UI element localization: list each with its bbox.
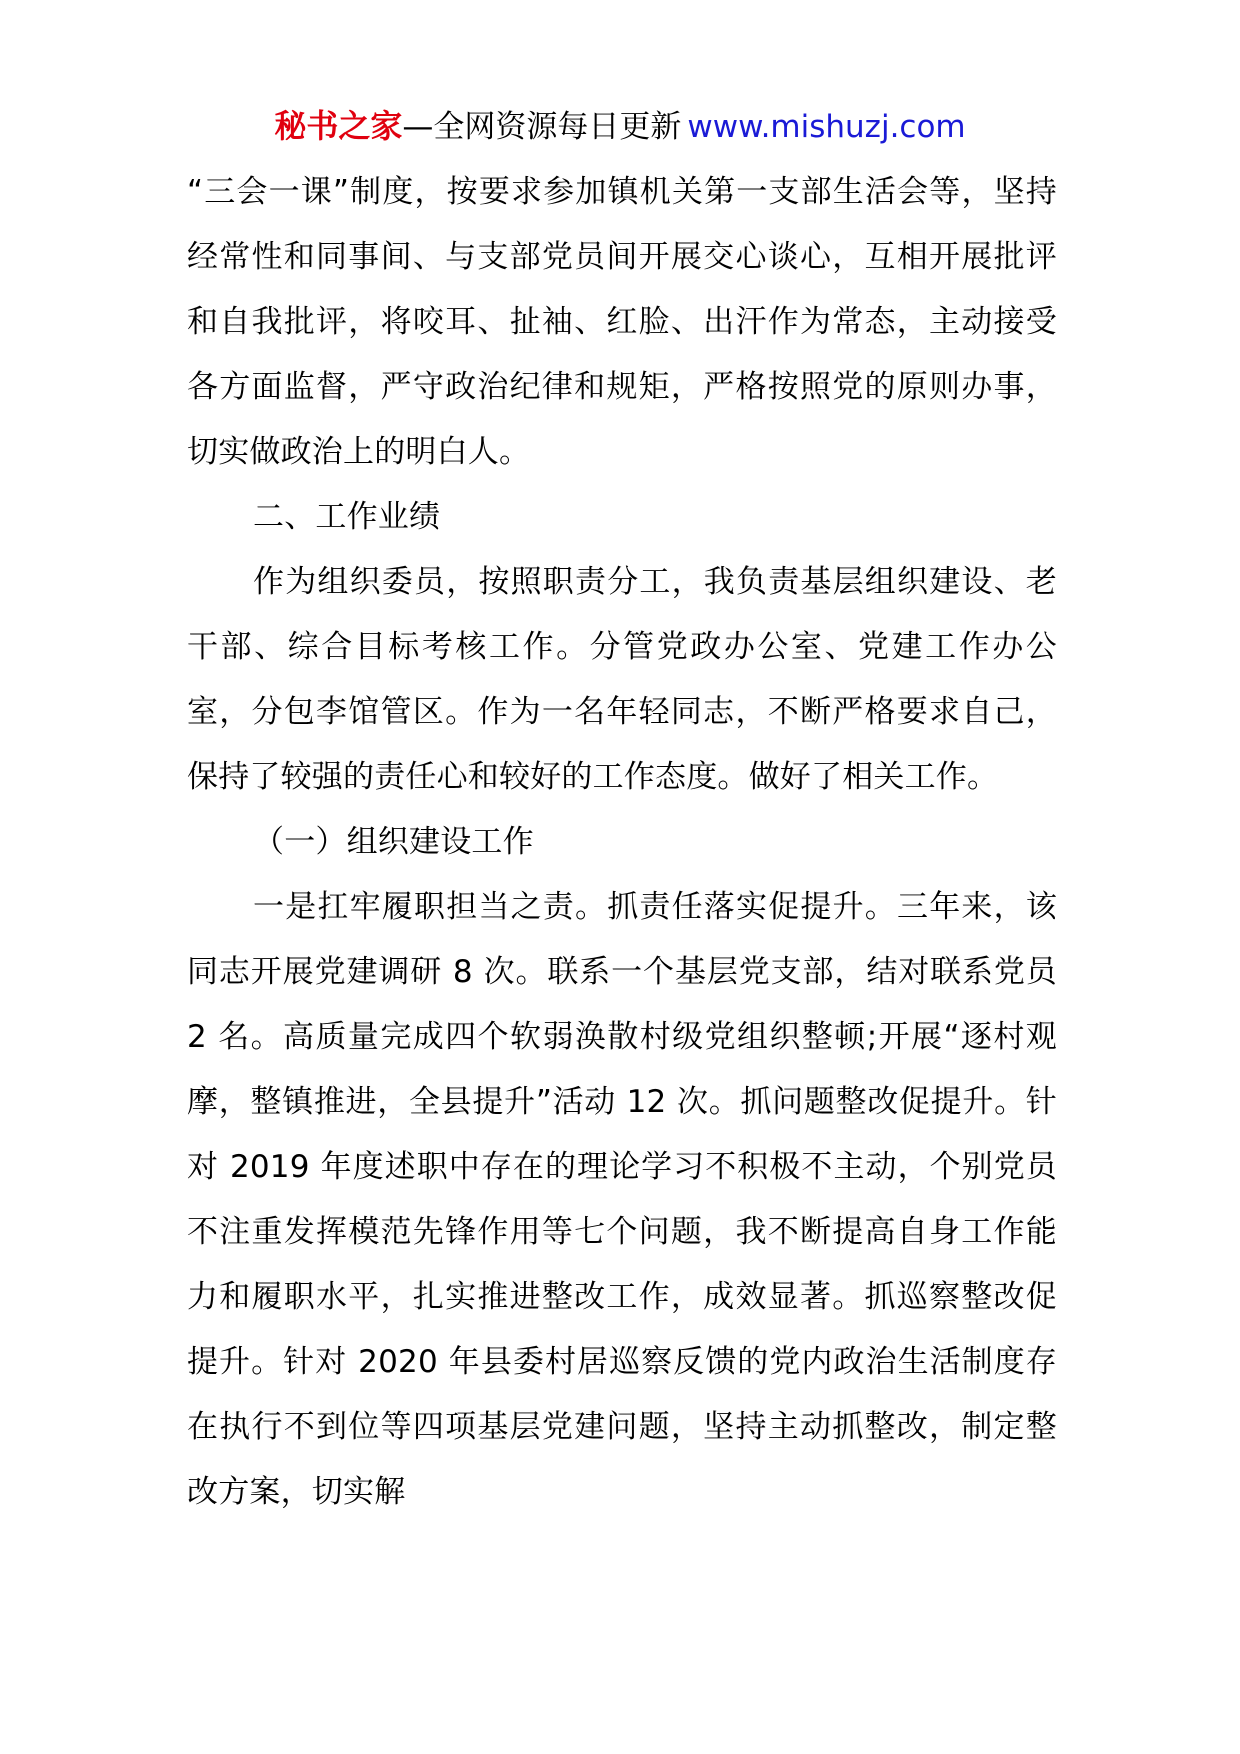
paragraph: 一是扛牢履职担当之责。抓责任落实促提升。三年来，该同志开展党建调研 8 次。联系一个基层党支部，结对联系党员 2 名。高质量完成四个软弱涣散村级党组织整顿;开展“逐村观摩，整镇推进，全县提升”活动 12 次。抓问题整改促提升。针对 2019 年度述职中存在的理论学习不积极不主动，个别党员不注重发挥模范先锋作用等七个问题，我不断提高自身工作能力和履职水平，扎实推进整改工作，成效显著。抓巡察整改促提升。针对 2020 年县委村居巡察反馈的党内政治生活制度存在执行不到位等四项基层党建问题，坚持主动抓整改，制定整改方案，切实解 bbox=[187, 889, 1057, 1510]
header-tagline: —全网资源每日更新 bbox=[402, 109, 682, 145]
paragraph: 作为组织委员，按照职责分工，我负责基层组织建设、老干部、综合目标考核工作。分管党政办公室、党建工作办公室，分包李馆管区。作为一名年轻同志，不断严格要求自己，保持了较强的责任心和较好的工作态度。做好了相关工作。 bbox=[187, 564, 1057, 795]
section-heading: 二、工作业绩 bbox=[253, 499, 441, 535]
page-header bbox=[0, 98, 1240, 155]
header-url-link[interactable]: www.mishuzj.com bbox=[687, 109, 966, 145]
paragraph-continued: “三会一课”制度，按要求参加镇机关第一支部生活会等，坚持经常性和同事间、与支部党员间开展交心谈心，互相开展批评和自我批评，将咬耳、扯袖、红脸、出汗作为常态，主动接受各方面监督，严守政治纪律和规矩，严格按照党的原则办事，切实做政治上的明白人。 bbox=[187, 174, 1057, 470]
document-body bbox=[187, 160, 1057, 1525]
header-brand: 秘书之家 bbox=[274, 107, 403, 145]
subsection-heading: （一）组织建设工作 bbox=[253, 824, 534, 860]
